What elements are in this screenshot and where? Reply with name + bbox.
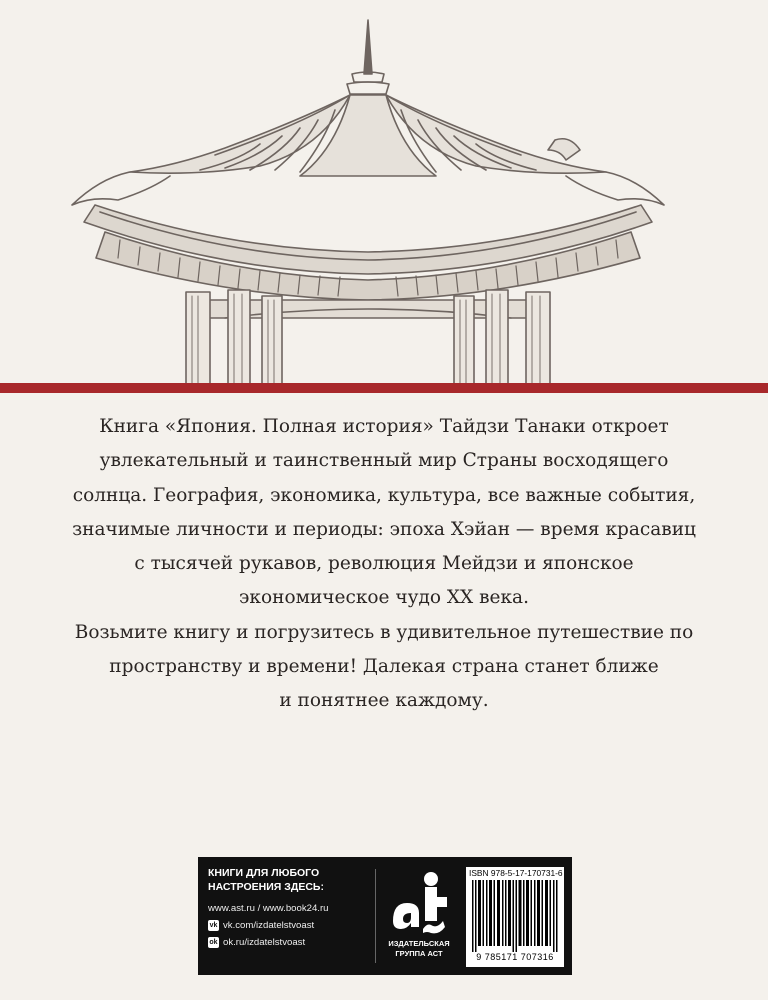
publisher-tagline: КНИГИ ДЛЯ ЛЮБОГО НАСТРОЕНИЯ ЗДЕСЬ: — [208, 867, 324, 893]
publisher-panel — [198, 857, 572, 975]
finial-spire — [364, 20, 372, 74]
description-paragraph-2: Возьмите книгу и погрузитесь в удивительное путешествие по пространству и времени! Далекая страна станет ближе и понятнее каждому. — [74, 621, 694, 712]
odnoklassniki-icon: ok — [209, 939, 218, 946]
ast-logo-mark — [379, 867, 459, 937]
ok-link[interactable]: ok ok.ru/izdatelstvoast — [209, 937, 306, 948]
book-description — [60, 410, 708, 719]
panel-divider — [375, 869, 376, 963]
vk-link[interactable]: vk vk.com/izdatelstvoast — [209, 920, 315, 931]
pagoda-illustration — [0, 0, 768, 386]
isbn-number: ISBN 978-5-17-170731-6 — [469, 868, 563, 878]
isbn-barcode — [466, 867, 564, 967]
websites-link[interactable]: www.ast.ru / www.book24.ru — [208, 903, 329, 914]
accent-divider — [0, 383, 768, 393]
barcode-bars — [472, 880, 558, 952]
publisher-links — [208, 900, 329, 951]
description-paragraph-1: Книга «Япония. Полная история» Тайдзи Танаки откроет увлекательный и таинственный мир Страны восходящего солнца. География, экономика, культура, все важные события, значимые личности и периоды: эпоха Хэйан — время красавиц с тысячей рукавов, революция Мейдзи и японское экономическое чудо XX века. — [72, 416, 696, 609]
ast-logo — [379, 867, 459, 967]
barcode-digits: 9 785171 707316 — [476, 952, 554, 962]
vk-icon: vk — [209, 922, 218, 929]
left-eave-tip — [72, 172, 170, 205]
right-eave-tip — [566, 172, 664, 205]
logo-caption: ИЗДАТЕЛЬСКАЯ ГРУППА АСТ — [388, 939, 450, 958]
